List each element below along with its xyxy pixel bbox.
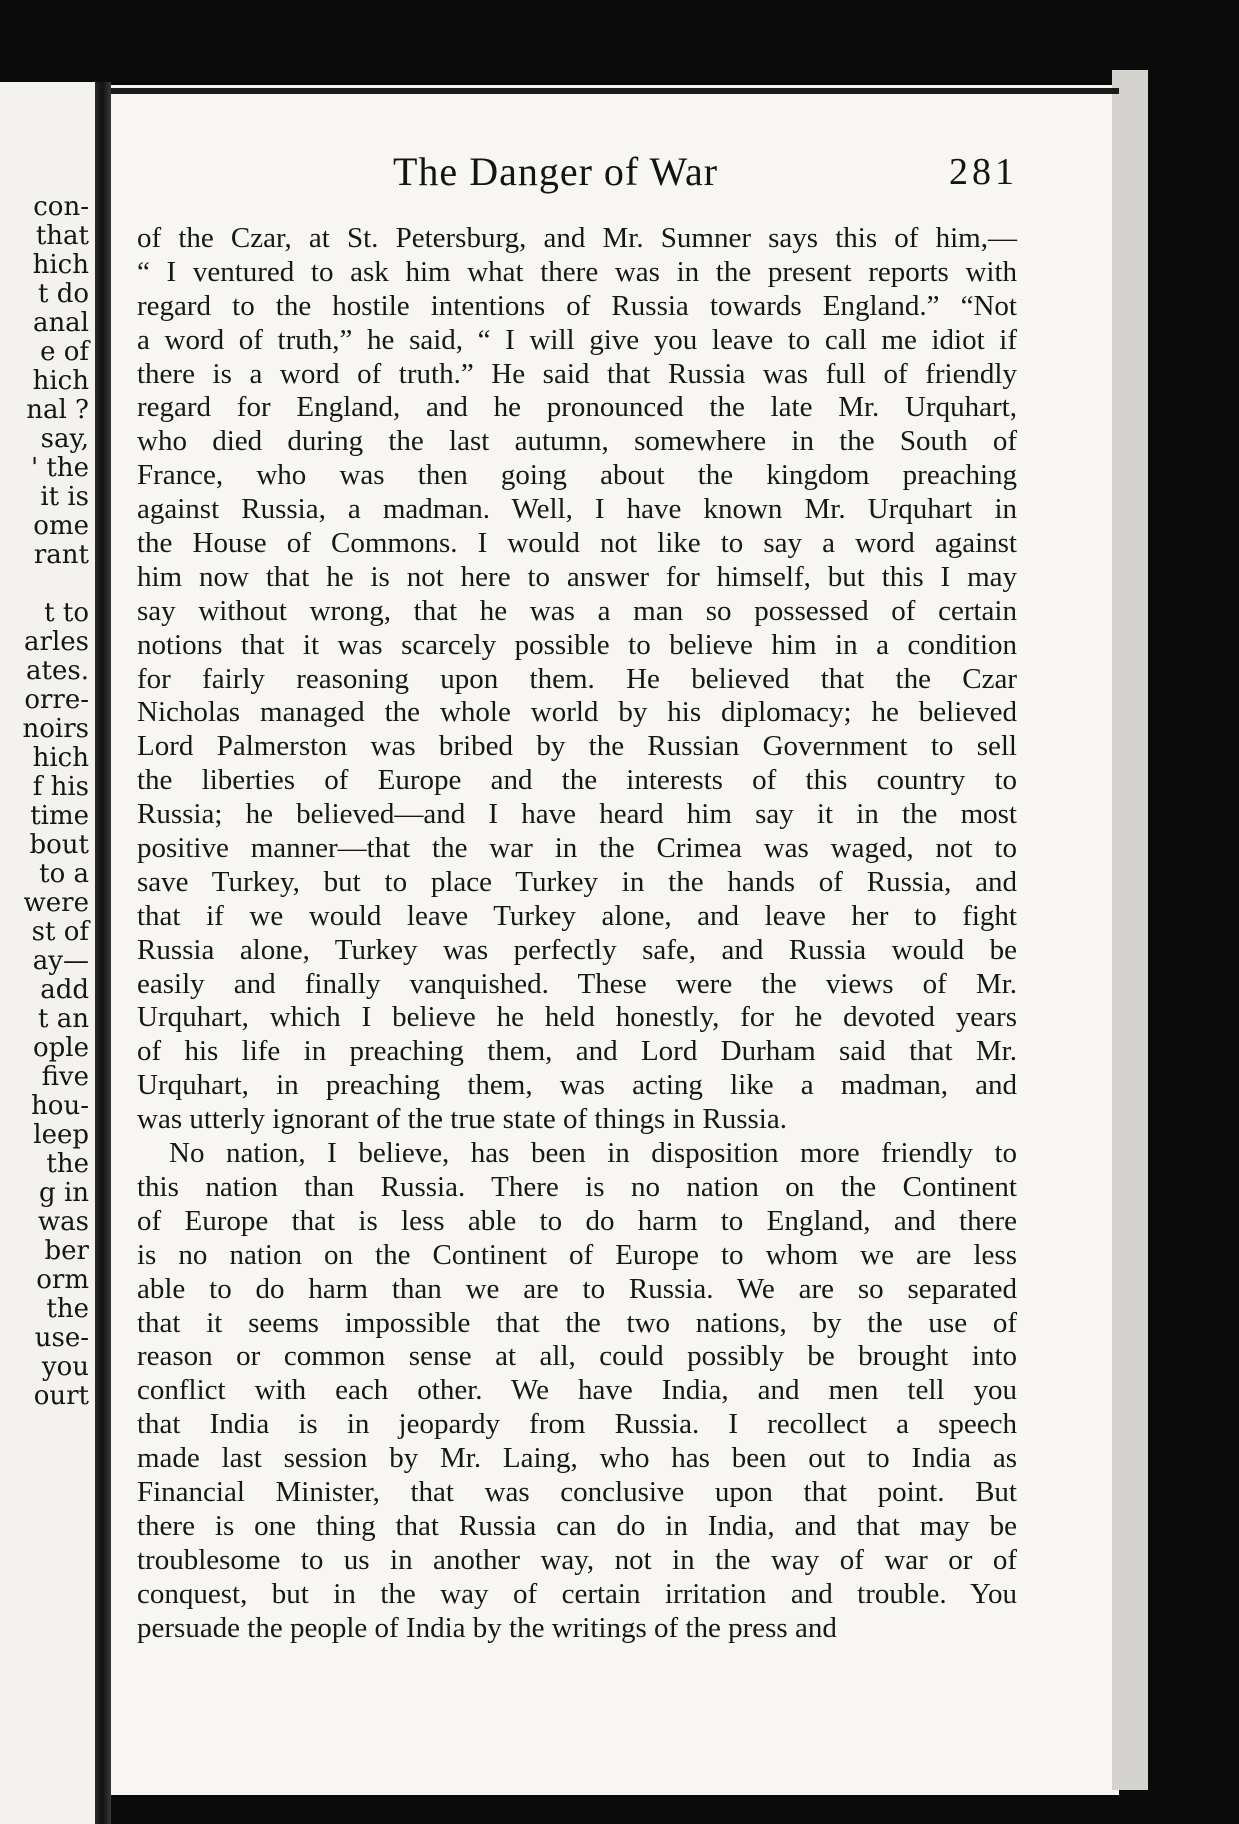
facing-page-fragment: arles xyxy=(24,627,89,657)
text-line: regard to the hostile intentions of Russia towards England.” “Not xyxy=(137,289,1017,322)
facing-page-fragment: st of xyxy=(31,917,89,947)
text-line: Lord Palmerston was bribed by the Russian Government to sell xyxy=(137,730,1017,763)
text-line: the House of Commons. I would not like to say a word against xyxy=(137,527,1017,560)
facing-page-fragment: t an xyxy=(38,1004,89,1034)
text-line: easily and finally vanquished. These were the views of Mr. xyxy=(137,967,1017,1000)
facing-page-fragment: ' the xyxy=(31,453,89,483)
facing-page-fragment: say, xyxy=(40,424,89,454)
text-line: able to do harm than we are to Russia. We are so separated xyxy=(137,1272,1017,1305)
facing-page-fragment: orm xyxy=(36,1265,89,1295)
facing-page-fragment: hou- xyxy=(31,1091,89,1121)
facing-page-fragment: t to xyxy=(44,598,89,628)
text-line: notions that it was scarcely possible to believe him in a condition xyxy=(137,628,1017,661)
facing-page-fragment: it is xyxy=(40,482,89,512)
text-line: conflict with each other. We have India, and men tell you xyxy=(137,1374,1017,1407)
facing-page-fragment: five xyxy=(41,1062,89,1092)
text-line: a word of truth,” he said, “ I will give you leave to call me idiot if xyxy=(137,323,1017,356)
text-line: is no nation on the Continent of Europe to whom we are less xyxy=(137,1238,1017,1271)
facing-page-fragment: the xyxy=(46,1294,89,1324)
text-line: against Russia, a madman. Well, I have known Mr. Urquhart in xyxy=(137,493,1017,526)
text-line: of his life in preaching them, and Lord Durham said that Mr. xyxy=(137,1035,1017,1068)
facing-page-fragment: bout xyxy=(29,830,89,860)
text-line: for fairly reasoning upon them. He believed that the Czar xyxy=(137,662,1017,695)
text-line: who died during the last autumn, somewhere in the South of xyxy=(137,425,1017,458)
facing-page-fragment: hich xyxy=(32,250,89,280)
facing-page-fragment: noirs xyxy=(22,714,89,744)
facing-page-fragment: t do xyxy=(37,279,89,309)
facing-page-fragment: were xyxy=(23,888,89,918)
text-line: save Turkey, but to place Turkey in the hands of Russia, and xyxy=(137,865,1017,898)
text-line: made last session by Mr. Laing, who has been out to India as xyxy=(137,1442,1017,1475)
facing-page-fragment: ome xyxy=(33,511,89,541)
facing-page-fragment: ber xyxy=(44,1236,89,1266)
text-line: of Europe that is less able to do harm to England, and there xyxy=(137,1204,1017,1237)
facing-page-fragment: the xyxy=(46,1149,89,1179)
facing-page-fragment: f his xyxy=(32,772,89,802)
facing-page-fragment: ay— xyxy=(32,946,89,976)
facing-page-fragment: you xyxy=(41,1352,89,1382)
running-header xyxy=(111,148,1119,198)
facing-page-fragment: ourt xyxy=(33,1381,89,1411)
text-line: that if we would leave Turkey alone, and leave her to fight xyxy=(137,899,1017,932)
text-line: there is a word of truth.” He said that Russia was full of friendly xyxy=(137,357,1017,390)
facing-page-fragment: rant xyxy=(33,540,89,570)
text-line: troublesome to us in another way, not in the way of war or of xyxy=(137,1543,1017,1576)
book-gutter xyxy=(95,82,111,1824)
text-line: there is one thing that Russia can do in India, and that may be xyxy=(137,1509,1017,1542)
facing-page-fragment: orre- xyxy=(24,685,89,715)
facing-page-fragment: leep xyxy=(33,1120,89,1150)
text-line: positive manner—that the war in the Crimea was waged, not to xyxy=(137,832,1017,865)
facing-page-fragment: nal ? xyxy=(26,395,89,425)
text-line: Nicholas managed the whole world by his diplomacy; he believed xyxy=(137,696,1017,729)
facing-page-fragment: to a xyxy=(39,859,89,889)
facing-page-fragment: that xyxy=(35,221,89,251)
facing-page-fragment: con- xyxy=(33,192,89,222)
text-line: Urquhart, in preaching them, was acting like a madman, and xyxy=(137,1069,1017,1102)
text-line: that it seems impossible that the two nations, by the use of xyxy=(137,1306,1017,1339)
text-line: conquest, but in the way of certain irritation and trouble. You xyxy=(137,1577,1017,1610)
page-number: 281 xyxy=(949,151,1018,193)
body-text xyxy=(137,222,1017,1645)
top-rule xyxy=(111,88,1119,94)
text-line: of the Czar, at St. Petersburg, and Mr. Sumner says this of him,— xyxy=(137,222,1017,254)
text-line: was utterly ignorant of the true state of things in Russia. xyxy=(137,1103,787,1136)
text-line: him now that he is not here to answer for himself, but this I may xyxy=(137,560,1017,593)
facing-page-fragment: g in xyxy=(39,1178,89,1208)
text-line: Urquhart, which I believe he held honestly, for he devoted years xyxy=(137,1001,1017,1034)
facing-page-fragment: add xyxy=(40,975,89,1005)
facing-page-fragment: time xyxy=(30,801,89,831)
text-line: this nation than Russia. There is no nation on the Continent xyxy=(137,1170,1017,1203)
facing-page-fragment: e of xyxy=(40,337,89,367)
facing-page-fragment: use- xyxy=(34,1323,89,1353)
text-line: “ I ventured to ask him what there was in the present reports with xyxy=(137,255,1017,288)
text-line: France, who was then going about the kingdom preaching xyxy=(137,459,1017,492)
text-line: Financial Minister, that was conclusive upon that point. But xyxy=(137,1475,1017,1508)
facing-page-fragment: was xyxy=(37,1207,89,1237)
text-line: say without wrong, that he was a man so possessed of certain xyxy=(137,594,1017,627)
text-line: that India is in jeopardy from Russia. I recollect a speech xyxy=(137,1408,1017,1441)
facing-page-fragment: hich xyxy=(32,743,89,773)
running-title: The Danger of War xyxy=(393,149,719,194)
facing-page-left xyxy=(0,82,95,1824)
text-line: No nation, I believe, has been in disposition more friendly to xyxy=(169,1137,1017,1170)
facing-page-fragment: hich xyxy=(32,366,89,396)
text-line: Russia; he believed—and I have heard him say it in the most xyxy=(137,798,1017,831)
text-line: Russia alone, Turkey was perfectly safe, and Russia would be xyxy=(137,933,1017,966)
text-line: the liberties of Europe and the interests of this country to xyxy=(137,764,1017,797)
page-edges xyxy=(1112,70,1148,1790)
text-line: reason or common sense at all, could possibly be brought into xyxy=(137,1340,1017,1373)
facing-page-fragment: anal xyxy=(32,308,89,338)
text-line: persuade the people of India by the writings of the press and xyxy=(137,1611,837,1644)
text-line: regard for England, and he pronounced the late Mr. Urquhart, xyxy=(137,391,1017,424)
facing-page-fragment: ople xyxy=(33,1033,89,1063)
facing-page-fragment: ates. xyxy=(26,656,89,686)
